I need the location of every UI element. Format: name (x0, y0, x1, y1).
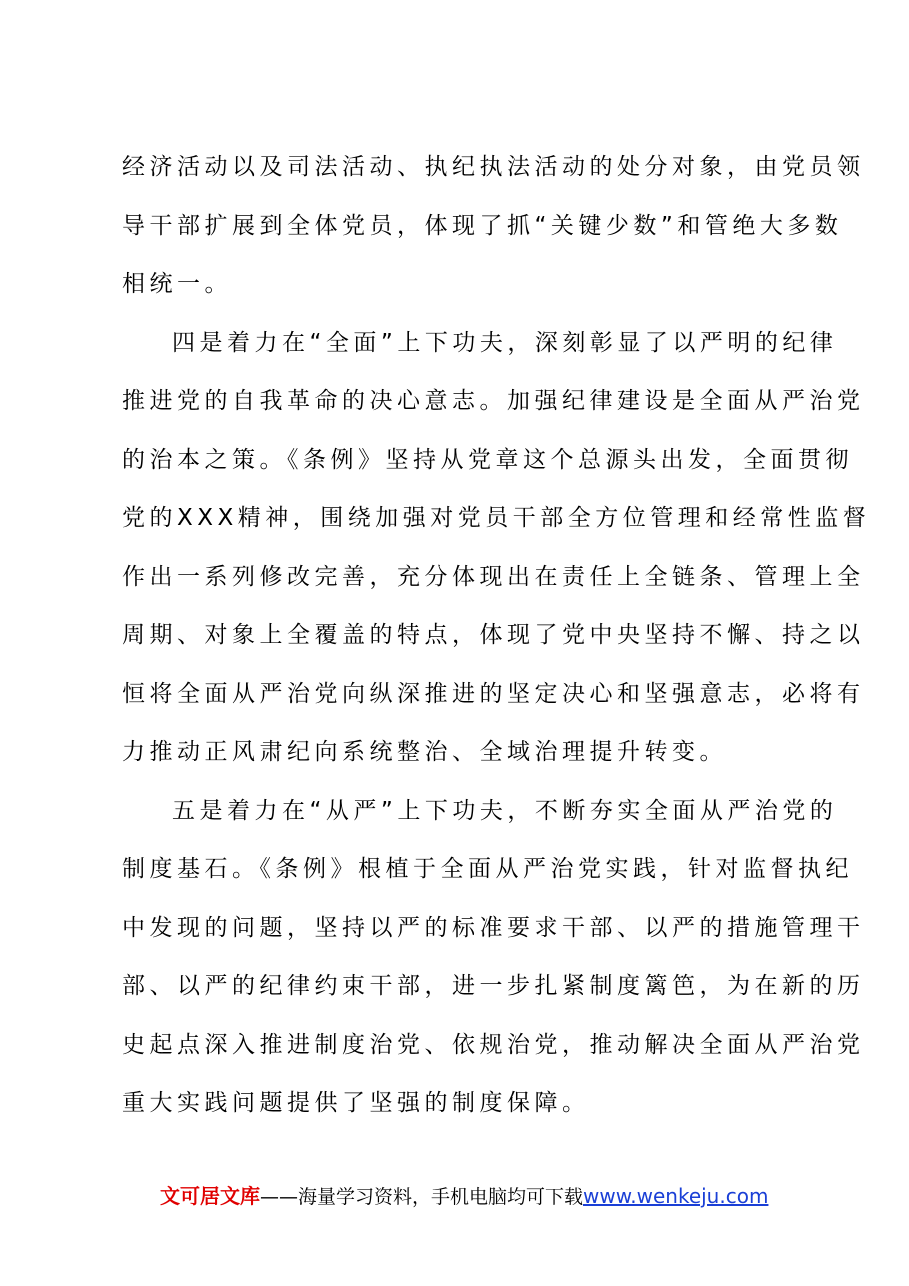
paragraph-start-line: 四是着力在“全面”上下功夫，深刻彰显了以严明的纪律 (172, 329, 838, 356)
text-line: 中发现的问题，坚持以严的标准要求干部、以严的措施管理干 (122, 914, 865, 941)
text-line: 史起点深入推进制度治党、依规治党，推动解决全面从严治党 (122, 1031, 865, 1058)
text-line: 力推动正风肃纪向系统整治、全域治理提升转变。 (122, 739, 727, 765)
footer-banner (160, 1182, 860, 1211)
document-body (122, 138, 871, 1133)
footer-website-link[interactable]: www.wenkeju.com (583, 1184, 769, 1208)
text-line: 周期、对象上全覆盖的特点，体现了党中央坚持不懈、持之以 (122, 622, 865, 648)
footer-tagline: ——海量学习资料，手机电脑均可下载 (260, 1186, 584, 1208)
paragraph-start-line: 五是着力在“从严”上下功夫，不断夯实全面从严治党的 (172, 797, 838, 824)
text-line: 经济活动以及司法活动、执纪执法活动的处分对象，由党员领 (122, 154, 865, 180)
text-line: 重大实践问题提供了坚强的制度保障。 (122, 1090, 590, 1116)
text-line: 部、以严的纪律约束干部，进一步扎紧制度篱笆，为在新的历 (122, 973, 865, 999)
text-line: 推进党的自我革命的决心意志。加强纪律建设是全面从严治党 (122, 388, 865, 414)
footer-brand: 文可居文库 (160, 1184, 260, 1208)
text-line: 作出一系列修改完善，充分体现出在责任上全链条、管理上全 (122, 563, 865, 590)
text-line: 导干部扩展到全体党员，体现了抓“关键少数”和管绝大多数 (122, 212, 843, 239)
text-line: 恒将全面从严治党向纵深推进的坚定决心和坚强意志，必将有 (122, 680, 865, 707)
text-line: 制度基石。《条例》根植于全面从严治党实践，针对监督执纪 (122, 856, 853, 882)
text-line: 相统一。 (122, 271, 232, 297)
text-line: 党的XXX精神，围绕加强对党员干部全方位管理和经常性监督 (122, 505, 871, 531)
text-line: 的治本之策。《条例》坚持从党章这个总源头出发，全面贯彻 (122, 446, 853, 473)
